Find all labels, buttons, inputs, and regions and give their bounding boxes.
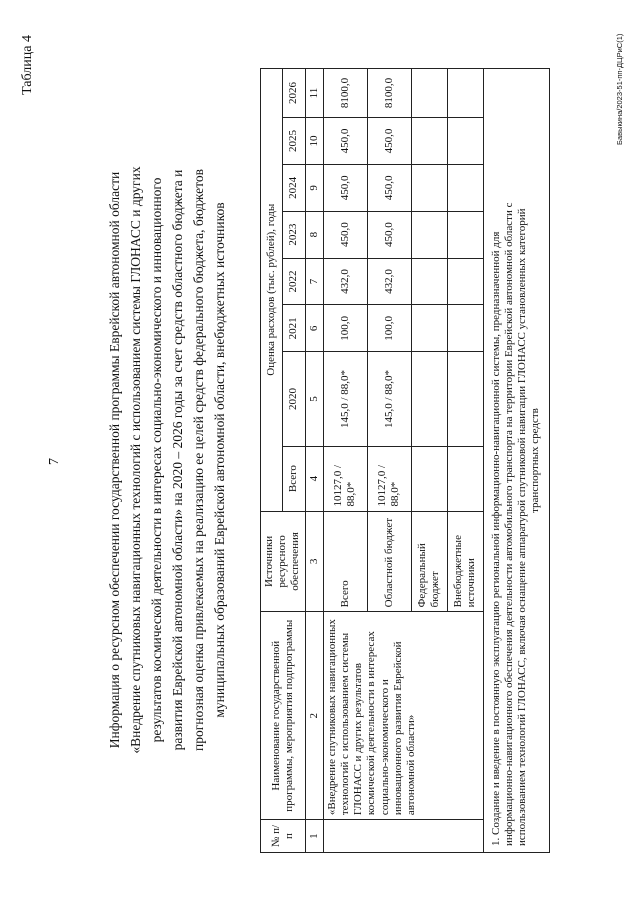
value-cell: 8100,0 (323, 69, 367, 118)
value-cell: 100,0 (367, 305, 411, 352)
index-cell: 7 (305, 258, 323, 305)
header-estimate: Оценка расходов (тыс. рублей), годы (261, 69, 283, 512)
value-cell (411, 211, 447, 258)
header-year-2025: 2025 (283, 118, 305, 165)
table-number: Таблица 4 (20, 35, 35, 95)
value-cell (447, 352, 483, 446)
value-cell: 432,0 (323, 258, 367, 305)
value-cell (411, 164, 447, 211)
index-cell: 11 (305, 69, 323, 118)
source-cell: Федеральный бюджет (411, 511, 447, 612)
index-cell: 2 (305, 612, 323, 820)
total-cell: 10127,0 / 88,0* (323, 446, 367, 511)
header-source: Источники ресурсного обеспечения (261, 511, 306, 612)
index-cell: 1 (305, 820, 323, 853)
section-note (483, 69, 549, 853)
value-cell: 450,0 (323, 164, 367, 211)
value-cell: 450,0 (367, 164, 411, 211)
index-cell: 5 (305, 352, 323, 446)
source-cell: Внебюджетные источники (447, 511, 483, 612)
source-cell: Всего (323, 511, 367, 612)
header-year-2023: 2023 (283, 211, 305, 258)
header-total: Всего (283, 446, 305, 511)
section-note-line: 1. Создание и введение в постоянную эксплуатацию региональной информационно-навигационной системы, предназначенной для (489, 231, 502, 846)
value-cell (447, 305, 483, 352)
value-cell: 450,0 (367, 211, 411, 258)
value-cell (447, 118, 483, 165)
header-name: Наименование государственной программы, мероприятия подпрограммы (261, 612, 306, 820)
value-cell: 450,0 (323, 118, 367, 165)
index-cell: 4 (305, 446, 323, 511)
value-cell (447, 164, 483, 211)
section-note-line: использованием технологий ГЛОНАСС, включая оснащение аппаратурой спутниковой навигации ГЛОНАСС установленных категорий (516, 208, 529, 846)
header-year-2022: 2022 (283, 258, 305, 305)
value-cell (447, 211, 483, 258)
index-cell: 8 (305, 211, 323, 258)
value-cell: 145,0 / 88,0* (367, 352, 411, 446)
value-cell (447, 69, 483, 118)
value-cell (411, 305, 447, 352)
value-cell: 450,0 (323, 211, 367, 258)
resource-table (260, 68, 550, 853)
index-cell: 10 (305, 118, 323, 165)
section-note-line: транспортных средств (529, 408, 542, 513)
header-year-2021: 2021 (283, 305, 305, 352)
value-cell (411, 258, 447, 305)
section-note-line: информационно-навигационного обеспечения деятельности автомобильного транспорта на территории Еврейской автономной области с (502, 202, 515, 846)
value-cell (447, 258, 483, 305)
header-year-2024: 2024 (283, 164, 305, 211)
header-row (261, 69, 283, 853)
table-title: Информация о ресурсном обеспечении государственной программы Еврейской автономной области «Внедрение спутниковых навигационных технологий с использованием системы ГЛОНАСС и других результатов космической деятельности в интересах социально-экономического и инновационного развития Еврейской автономной области» на 2020 – 2026 годы за счет средств областного бюджета и прогнозная оценка привлекаемых на реализацию ее целей средств федерального бюджета, бюджетов муниципальных образований Еврейской автономной области, внебюджетных источников (107, 166, 227, 754)
table-row (323, 69, 367, 853)
page-number: 7 (47, 458, 62, 465)
value-cell: 450,0 (367, 118, 411, 165)
total-cell (411, 446, 447, 511)
index-row (305, 69, 323, 853)
header-year-2026: 2026 (283, 69, 305, 118)
value-cell: 145,0 / 88,0* (323, 352, 367, 446)
document-code: Бавыкина/2023-51-пп-ДЦРиС(1) (615, 33, 624, 145)
header-year-2020: 2020 (283, 352, 305, 446)
program-name-cell: «Внедрение спутниковых навигационных технологий с использованием системы ГЛОНАСС и других результатов космической деятельности в интересах социально-экономического и инновационного развития Еврейской автономной области» (323, 612, 483, 820)
value-cell (411, 352, 447, 446)
source-cell: Областной бюджет (367, 511, 411, 612)
value-cell: 100,0 (323, 305, 367, 352)
index-cell: 3 (305, 511, 323, 612)
value-cell (411, 118, 447, 165)
index-cell: 6 (305, 305, 323, 352)
value-cell: 8100,0 (367, 69, 411, 118)
total-cell: 10127,0 / 88,0* (367, 446, 411, 511)
value-cell (411, 69, 447, 118)
section-note-row (483, 69, 549, 853)
row-num-cell (323, 820, 483, 853)
value-cell: 432,0 (367, 258, 411, 305)
index-cell: 9 (305, 164, 323, 211)
header-num: № п/п (261, 820, 306, 853)
total-cell (447, 446, 483, 511)
